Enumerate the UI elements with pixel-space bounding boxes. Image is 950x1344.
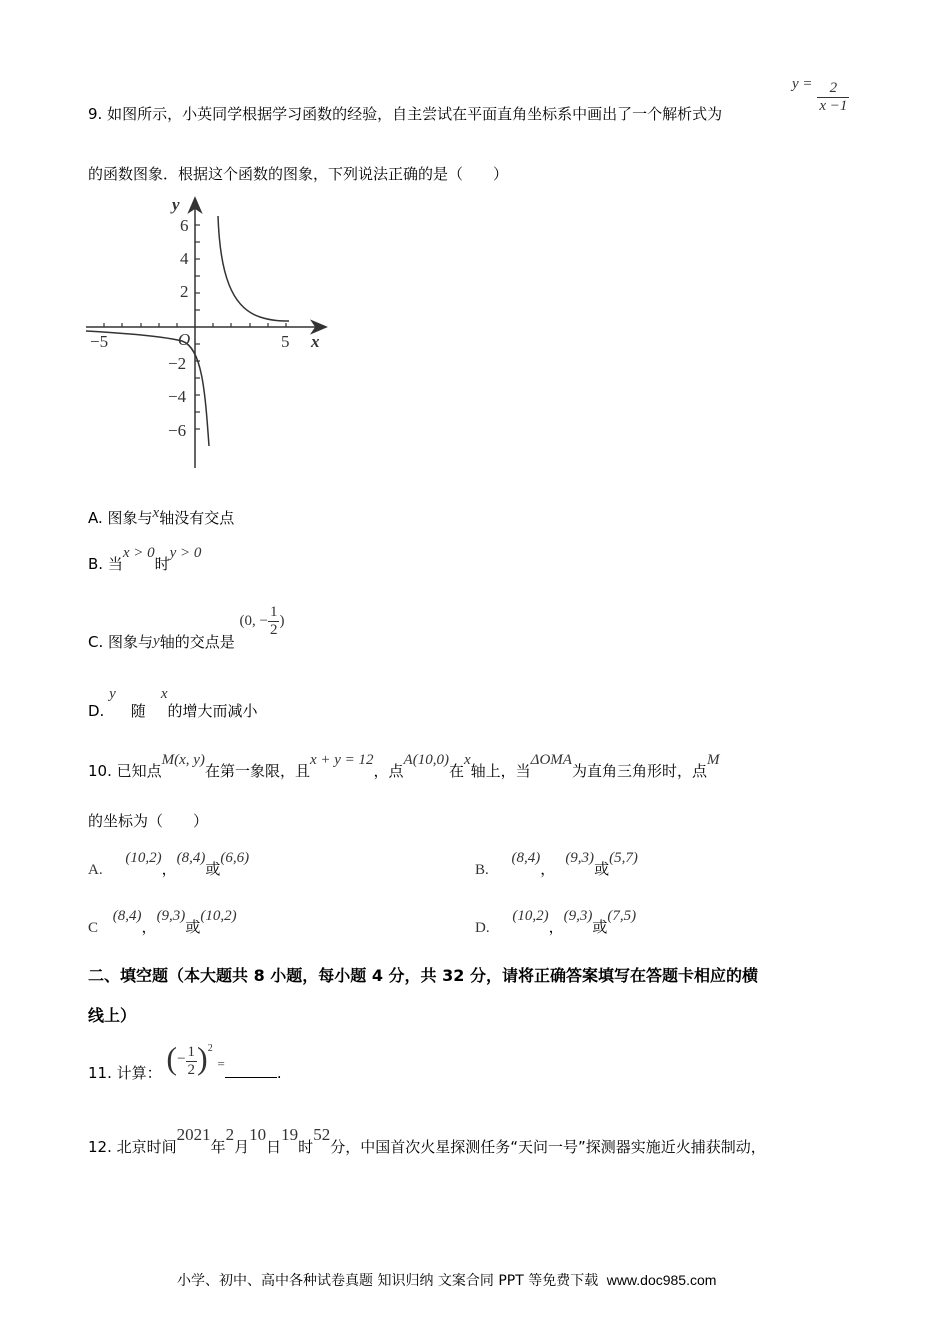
q11-suffix: . (276, 1064, 282, 1082)
q10-option-c (88, 908, 237, 937)
q9-line1 (88, 103, 722, 124)
q10-option-d-or: 或 (592, 918, 608, 936)
q9-option-b-mid: 时 (154, 555, 170, 573)
page-footer (177, 1270, 716, 1290)
q10-option-a-2: (8,4) (176, 850, 206, 866)
section2-heading-line2: 线上） (88, 1006, 137, 1025)
q12-text-1: 12. 北京时间 (88, 1138, 177, 1156)
q9-formula-lhs: y = (792, 76, 813, 92)
q10-option-c-comma: ， (141, 918, 157, 936)
q10-option-d-label: D. (475, 920, 490, 936)
q10-text-1: 10. 已知点 (88, 762, 162, 780)
x-tick-label-5: 5 (281, 332, 290, 351)
q9-option-d-var1: y (109, 686, 116, 702)
q10-option-d-3: (7,5) (607, 908, 637, 924)
q11-num: 1 (187, 1044, 196, 1061)
q11-minus: − (177, 1051, 186, 1067)
q9-option-d-prefix: D. (88, 702, 110, 720)
q12-minute: 52 (313, 1125, 331, 1144)
q12-unit-month: 月 (234, 1138, 250, 1156)
q9-option-c-prefix: C. 图象与 (88, 632, 154, 651)
q12-month: 2 (225, 1125, 235, 1144)
y-tick-label-neg4: −4 (168, 387, 187, 406)
y-tick-label-6: 6 (180, 216, 189, 235)
q10-option-a-3: (6,6) (220, 850, 250, 866)
q11-answer-blank[interactable] (225, 1065, 277, 1078)
q12-unit-hour: 时 (298, 1138, 314, 1156)
q10-line2: 的坐标为（ ） (88, 812, 209, 830)
q10-equation: x + y = 12 (309, 752, 374, 768)
q11-exponent: 2 (207, 1043, 213, 1054)
q10-option-c-3: (10,2) (200, 908, 237, 924)
q9-option-c-point (239, 604, 285, 638)
q9-option-a-var: x (152, 505, 160, 521)
q9-formula-fraction (817, 80, 849, 115)
q9-option-c-point-den: 2 (269, 622, 278, 638)
q9-option-d-suffix: 的增大而减小 (167, 702, 258, 720)
q10-option-a-1: (10,2) (125, 850, 162, 866)
q10-option-d-2: (9,3) (563, 908, 593, 924)
q9-text: 9. 如图所示，小英同学根据学习函数的经验，自主尝试在平面直角坐标系中画出了一个解析式为 (88, 105, 723, 123)
q10-option-d-1: (10,2) (512, 908, 549, 924)
q10-option-a-comma: ， (161, 860, 177, 878)
q10-option-c-2: (9,3) (156, 908, 186, 924)
q10-triangle: ΔOMA (530, 752, 572, 768)
q10-var-m: M (706, 752, 720, 768)
q10-option-b-or: 或 (594, 860, 610, 878)
q10-option-c-label: C (88, 920, 99, 936)
x-tick-label-neg5: −5 (90, 332, 109, 351)
q9-option-b-cond1: x > 0 (122, 545, 155, 561)
q9-option-c-point-num: 1 (269, 604, 278, 620)
q10-var-x: x (463, 752, 471, 768)
q12-unit-year: 年 (210, 1138, 226, 1156)
q9-formula (792, 76, 849, 115)
y-tick-label-2: 2 (180, 282, 189, 301)
origin-label: O (178, 330, 191, 349)
q10-option-b (475, 850, 638, 879)
q10-option-d-comma: ， (548, 918, 564, 936)
q10-option-c-or: 或 (185, 918, 201, 936)
q10-option-b-comma: ， (540, 860, 556, 878)
q12-year: 2021 (176, 1125, 211, 1144)
q12-text-rest: 分，中国首次火星探测任务“天问一号”探测器实施近火捕获制动， (330, 1138, 766, 1156)
q9-line2: 的函数图象．根据这个函数的图象，下列说法正确的是（ ） (88, 165, 509, 183)
y-axis-label: y (172, 195, 180, 214)
q11-equals: = (217, 1056, 225, 1071)
q10-text-5: 轴上，当 (470, 762, 531, 780)
q12-hour: 19 (281, 1125, 299, 1144)
q9-function-graph (82, 190, 342, 480)
q9-option-a (88, 507, 234, 528)
q10-line1 (88, 752, 720, 781)
q10-option-b-label: B. (475, 862, 489, 878)
q9-formula-num: 2 (829, 80, 838, 96)
q11-den: 2 (187, 1062, 196, 1079)
q10-option-a (88, 850, 250, 879)
y-tick-label-4: 4 (180, 249, 189, 268)
q9-option-b-cond2: y > 0 (169, 545, 202, 561)
q10-option-d (475, 908, 637, 937)
q10-option-a-label: A. (88, 862, 103, 878)
q11-prefix: 11. 计算： (88, 1064, 162, 1082)
q9-option-c (88, 600, 285, 651)
q12-day: 10 (249, 1125, 267, 1144)
y-tick-label-neg6: −6 (168, 421, 187, 440)
y-tick-label-neg2: −2 (168, 354, 187, 373)
q12-line (88, 1125, 766, 1157)
q9-option-a-prefix: A. 图象与 (88, 509, 153, 527)
q10-option-c-1: (8,4) (112, 908, 142, 924)
q10-text-2: 在第一象限，且 (204, 762, 310, 780)
q10-text-6: 为直角三角形时，点 (571, 762, 707, 780)
q9-option-b-prefix: B. 当 (88, 555, 123, 573)
q9-formula-den: x −1 (819, 98, 848, 114)
q11-line (88, 1042, 282, 1092)
q9-option-c-point-open: (0, − (239, 612, 268, 629)
q9-option-c-point-close: ) (279, 612, 285, 629)
x-axis-label: x (311, 332, 320, 351)
q9-option-d (88, 686, 258, 721)
q10-option-b-1: (8,4) (511, 850, 541, 866)
q10-text-3: ，点 (373, 762, 404, 780)
q10-option-b-2: (9,3) (565, 850, 595, 866)
q10-option-b-3: (5,7) (609, 850, 638, 866)
q9-option-d-var2: x (160, 686, 168, 702)
q10-option-a-or: 或 (205, 860, 221, 878)
q9-option-b (88, 545, 202, 574)
q9-option-c-mid: 轴的交点是 (159, 632, 235, 651)
q9-option-a-suffix: 轴没有交点 (159, 509, 235, 527)
footer-text: 小学、初中、高中各种试卷真题 知识归纳 文案合同 PPT 等免费下载 (177, 1273, 599, 1289)
q9-option-d-mid: 随 (130, 702, 146, 720)
section2-heading-line1: 二、填空题（本大题共 8 小题，每小题 4 分，共 32 分，请将正确答案填写在答题卡相应的横 (88, 966, 758, 985)
q11-expression: (− $\frac{1}{2}$ )$^2$ (166, 1040, 213, 1079)
curve-right-branch (218, 216, 289, 321)
q10-point-a: A(10,0) (403, 752, 449, 768)
q9-option-c-var: y (153, 632, 160, 649)
q10-point-m: M(x, y) (161, 752, 205, 768)
footer-url[interactable]: www.doc985.com (606, 1272, 717, 1288)
q12-unit-day: 日 (266, 1138, 282, 1156)
q10-text-4: 在 (448, 762, 464, 780)
